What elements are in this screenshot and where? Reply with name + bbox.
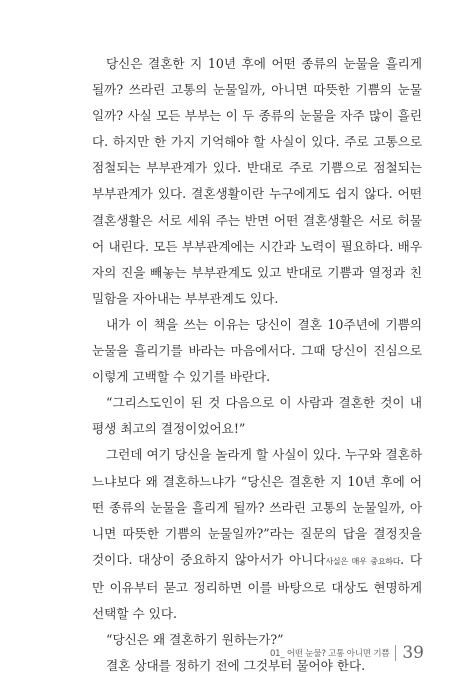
paragraph-4: 결혼 상대를 정하기 전에 그것부터 물어야 한다.: [106, 658, 366, 674]
quote-2: “당신은 왜 결혼하기 원하는가?”: [106, 632, 284, 648]
paragraph-3: [92, 442, 422, 627]
footer-divider: [395, 645, 396, 661]
page-number: 39: [402, 643, 424, 663]
paragraph-1: 당신은 결혼한 지 10년 후에 어떤 종류의 눈물을 흘리게 될까? 쓰라린 고통의 눈물일까, 아니면 따뜻한 기쁨의 눈물일까? 사실 모든 부부는 이 두 종류의 눈물을 자주 많이 흘린다. 하지만 한 가지 기억해야 할 사실이 있다. 주로 고통으로 점철되는 부부관계가 있다. 반대로 주로 기쁨으로 점철되는 부부관계가 있다. 결혼생활이란 누구에게도 쉽지 않다. 어떤 결혼생활은 서로 세워 주는 반면 어떤 결혼생활은 서로 허물어 내린다. 모든 부부관계에는 시간과 노력이 필요하다. 배우자의 진을 빼놓는 부부관계도 있고 반대로 기쁨과 열정과 친밀함을 자아내는 부부관계도 있다.: [92, 56, 422, 306]
paragraph-3-text: 그런데 여기 당신을 놀라게 할 사실이 있다. 누구와 결혼하느냐보다 왜 결혼하느냐가 “당신은 결혼한 지 10년 후에 어떤 종류의 눈물을 흘리게 될까? 쓰라린 고통의 눈물일까, 아니면 따뜻한 기쁨의 눈물일까?”라는 질문의 답을 결정짓을 것이다. 대상이 중요하지 않아서가 아니다: [92, 447, 422, 567]
paragraph-2: 내가 이 책을 쓰는 이유는 당신이 결혼 10주년에 기쁨의 눈물을 흘리기를 바라는 마음에서다. 그때 당신이 진심으로 이렇게 고백할 수 있기를 바란다.: [92, 316, 422, 385]
chapter-title: 01_ 어떤 눈물? 고통 아니면 기쁨: [269, 649, 390, 659]
paragraph-3-tail: . 다만 이유부터 묻고 정리하면 이를 바탕으로 대상도 현명하게 선택할 수 있다.: [92, 551, 422, 621]
quote-1: “그리스도인이 된 것 다음으로 이 사람과 결혼한 것이 내 평생 최고의 결정이었어요!”: [92, 395, 422, 437]
aside-note: 사실은 매우 중요하다: [325, 556, 401, 566]
body-text: [92, 51, 422, 679]
page-footer: [270, 643, 424, 663]
